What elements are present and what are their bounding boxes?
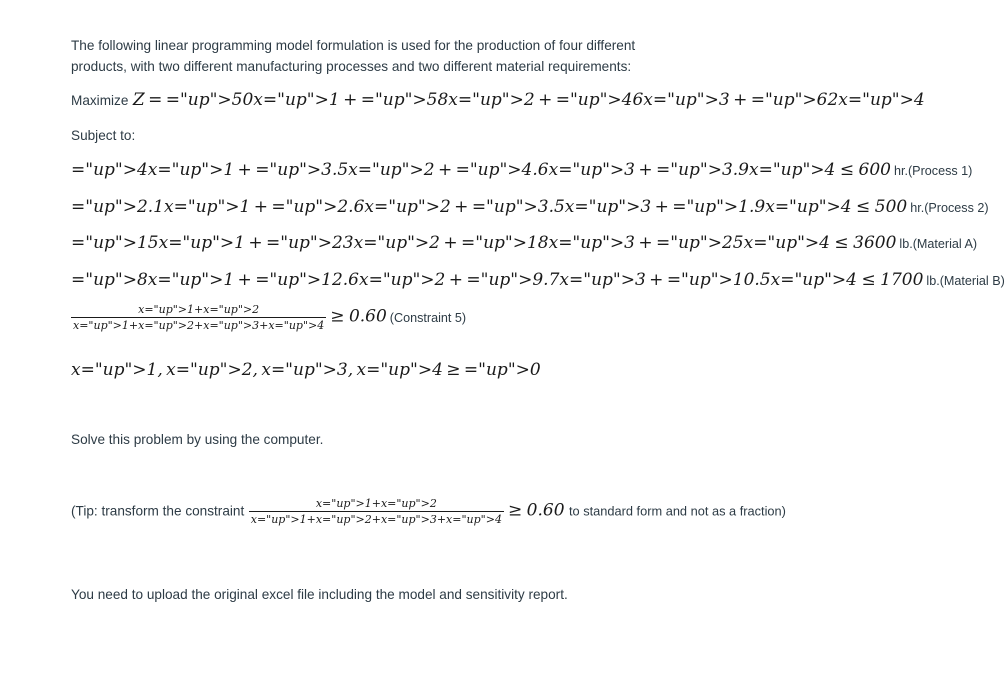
tip-rhs: 0.60 [526, 500, 565, 521]
problem-intro: The following linear programming model formulation is used for the production of four different products, with two different manufacturing processes and two different material requirements: [71, 38, 636, 74]
constraint-5 [71, 303, 466, 332]
tip-fraction [249, 497, 504, 526]
constraint-process-2 [71, 197, 989, 217]
constraint-label: (Constraint 5) [389, 310, 467, 325]
solve-instruction: Solve this problem by using the computer. [71, 432, 324, 447]
constraint-rhs: 0.60 [348, 306, 387, 327]
objective-expression: Z = ="up">50x="up">1 + ="up">58x="up">2 + ="up">46x="up">3 + ="up">62x="up">4 [132, 90, 925, 110]
constraint-rhs: 1700 [880, 270, 924, 290]
constraint-op: ≤ [834, 233, 849, 253]
constraint-op: ≤ [839, 160, 855, 180]
tip-op: ≥ [507, 500, 523, 521]
constraint-op: ≤ [856, 197, 871, 217]
fraction-denominator: x="up">1+x="up">2+x="up">3+x="up">4 [250, 513, 502, 526]
constraint-process-1 [71, 160, 972, 180]
nonnegativity-constraint: x="up">1, x="up">2, x="up">3, x="up">4 ≥ ="up">0 [71, 360, 541, 380]
constraint-lhs: ="up">2.1x="up">1 + ="up">2.6x="up">2 + ="up">3.5x="up">3 + ="up">1.9x="up">4 [71, 197, 852, 217]
fraction-denominator: x="up">1+x="up">2+x="up">3+x="up">4 [73, 319, 325, 332]
constraint-lhs: ="up">15x="up">1 + ="up">23x="up">2 + ="up">18x="up">3 + ="up">25x="up">4 [71, 233, 830, 253]
constraint-label: lb.(Material A) [899, 237, 978, 251]
constraint-rhs: 3600 [853, 233, 897, 253]
constraint-rhs: 500 [874, 197, 908, 217]
constraint-material-a [71, 233, 977, 253]
constraint-lhs: ="up">4x="up">1 + ="up">3.5x="up">2 + ="up">4.6x="up">3 + ="up">3.9x="up">4 [71, 160, 836, 180]
tip-text [71, 497, 786, 526]
fraction-numerator: x="up">1+x="up">2 [71, 303, 326, 318]
constraint-label: hr.(Process 1) [893, 164, 973, 178]
constraint-label: hr.(Process 2) [910, 201, 989, 215]
constraint-material-b [71, 270, 1005, 290]
subject-to-label: Subject to: [71, 128, 136, 143]
tip-after: to standard form and not as a fraction) [568, 503, 786, 519]
fraction-numerator: x="up">1+x="up">2 [249, 497, 504, 512]
tip-before: (Tip: transform the constraint [71, 503, 245, 519]
constraint-op: ≤ [861, 270, 876, 290]
objective-function [71, 90, 925, 110]
constraint-label: lb.(Material B) [926, 274, 1005, 288]
ratio-fraction [71, 303, 326, 332]
constraint-lhs: ="up">8x="up">1 + ="up">12.6x="up">2 + ="up">9.7x="up">3 + ="up">10.5x="up">4 [71, 270, 857, 290]
upload-instruction: You need to upload the original excel file including the model and sensitivity report. [71, 587, 568, 602]
objective-prefix: Maximize [71, 93, 129, 108]
constraint-rhs: 600 [858, 160, 891, 180]
constraint-op: ≥ [330, 306, 345, 327]
